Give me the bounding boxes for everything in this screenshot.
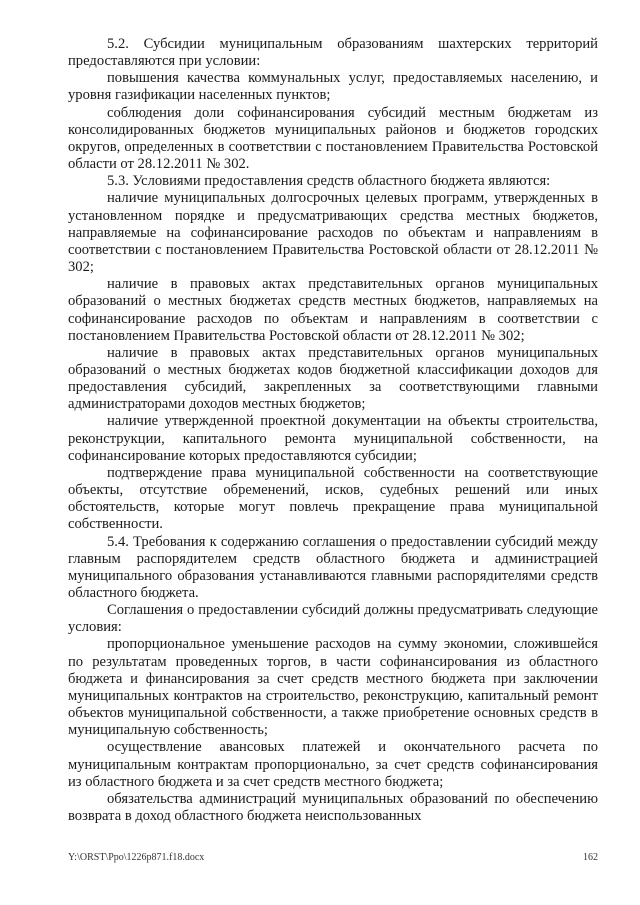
paragraph: наличие в правовых актах представительных органов муниципальных образований о местных бюджетах средств местных бюджетов, направляемых на софинансирование расходов по объектам и направлениям в соответствии с постановлением Правительства Ростовской области от 28.12.2011 № 302; [68,276,598,344]
file-path: Y:\ORST\Ppo\1226p871.f18.docx [68,852,205,863]
paragraph: наличие в правовых актах представительных органов муниципальных образований о местных бюджетах кодов бюджетной классификации доходов для предоставления субсидий, закрепленных за соответствующими главными администраторами доходов местных бюджетов; [68,344,598,413]
paragraph: соблюдения доли софинансирования субсидий местным бюджетам из консолидированных бюджетов муниципальных районов и бюджетов городских округов, определенных в соответствии с постановлением Правительства Ростовской области от 28.12.2011 № 302. [68,104,598,173]
paragraph: 5.3. Условиями предоставления средств областного бюджета являются: [107,173,551,190]
paragraph: 5.4. Требования к содержанию соглашения о предоставлении субсидий между главным распорядителем средств областного бюджета и администрацией муниципального образования устанавливаются главными распорядителями средств областного бюджета. [68,533,598,601]
paragraph: обязательства администраций муниципальных образований по обеспечению возврата в доход областного бюджета неиспользованных [68,790,598,825]
paragraph: повышения качества коммунальных услуг, предоставляемых населению, и уровня газификации населенных пунктов; [68,70,598,104]
paragraph: пропорциональное уменьшение расходов на сумму экономии, сложившейся по результатам проведенных торгов, в части софинансирования из областного бюджета и финансирования за счет средств местного бюджета при заключении муниципальных контрактов на строительство, реконструкцию, капитальный ремонт объектов муниципальной собственности, а также приобретение основных средств в муниципальную собственность; [68,636,598,739]
page-footer [68,852,598,866]
paragraph: наличие муниципальных долгосрочных целевых программ, утвержденных в установленном порядке и предусматривающих средства местных бюджетов, направляемые на софинансирование расходов по объектам и направлениям в соответствии с постановлением Правительства Ростовской области от 28.12.2011 № 302; [68,190,598,276]
document-body [68,36,598,825]
paragraph: 5.2. Субсидии муниципальным образованиям шахтерских территорий предоставляются при условии: [68,36,598,70]
paragraph: осуществление авансовых платежей и окончательного расчета по муниципальным контрактам пропорционально, за счет средств софинансирования из областного бюджета и за счет средств местного бюджета; [68,739,598,790]
page-number: 162 [583,852,598,863]
paragraph: подтверждение права муниципальной собственности на соответствующие объекты, отсутствие обременений, исков, судебных решений или иных обстоятельств, которые могут повлечь прекращение права муниципальной собственности. [68,464,598,533]
paragraph: Соглашения о предоставлении субсидий должны предусматривать следующие условия: [68,602,598,636]
paragraph: наличие утвержденной проектной документации на объекты строительства, реконструкции, капитального ремонта муниципальной собственности, на софинансирование которых предоставляются субсидии; [68,413,598,464]
